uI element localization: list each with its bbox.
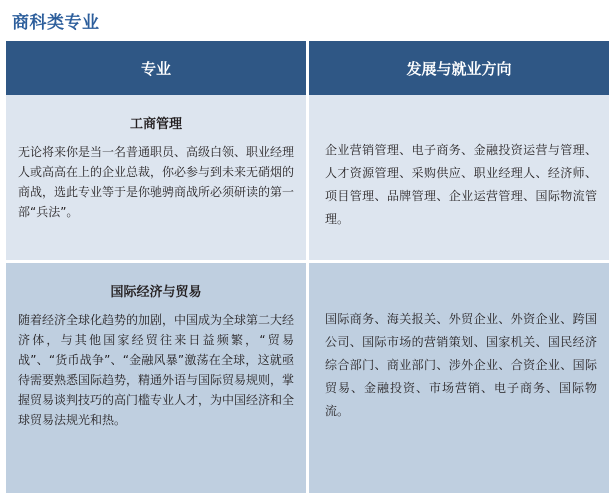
- table-header: [6, 41, 609, 95]
- career-cell: [309, 95, 609, 263]
- page-title: 商科类专业: [12, 13, 100, 33]
- major-cell: [6, 263, 306, 493]
- header-major: 专业: [140, 59, 171, 78]
- major-name: 工商管理: [129, 117, 182, 132]
- major-cell: [6, 95, 306, 263]
- major-name: 国际经济与贸易: [110, 285, 202, 300]
- header-career: 发展与就业方向: [406, 59, 512, 78]
- career-cell: [309, 263, 609, 493]
- majors-table: [6, 41, 609, 493]
- table-row: [6, 263, 609, 493]
- major-description: 无论将来你是当一名普通职员、高级白领、职业经理人或高高在上的企业总裁，你必参与到未来无硝烟的商战，选此专业等于是你驰骋商战所必须研读的第一部“兵法”。: [18, 145, 295, 219]
- career-directions: 国际商务、海关报关、外贸企业、外资企业、跨国公司、国际市场的营销策划、国家机关、国民经济综合部门、商业部门、涉外企业、合资企业、国际贸易、金融投资、市场营销、电子商务、国际物流。: [325, 312, 597, 418]
- table-row: [6, 95, 609, 263]
- career-directions: 企业营销管理、电子商务、金融投资运营与管理、人才资源管理、采购供应、职业经理人、经济师、项目管理、品牌管理、企业运营管理、国际物流管理。: [325, 143, 597, 226]
- major-description: 随着经济全球化趋势的加剧，中国成为全球第二大经济体，与其他国家经贸往来日益频繁，“贸易战”、“货币战争”、“金融风暴”激荡在全球，这就亟待需要熟悉国际趋势，精通外语与国际贸易规则，掌握贸易谈判技巧的高门槛专业人才，为中国经济和全球贸易法规光和热。: [18, 313, 295, 427]
